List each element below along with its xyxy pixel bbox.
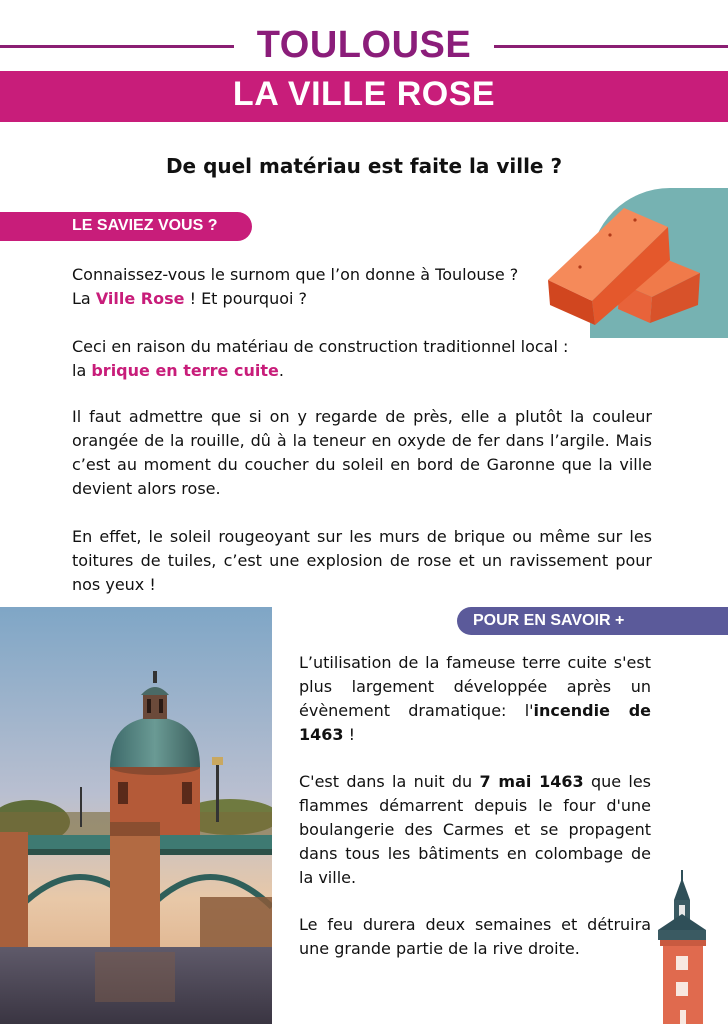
intro-line2-b: ! Et pourquoi ? bbox=[184, 289, 308, 308]
material-line1: Ceci en raison du matériau de construction traditionnel local : bbox=[72, 337, 569, 356]
fire-intro-a: L’utilisation de la fameuse terre cuite s'est plus largement développée après un évènement dramatique: l' bbox=[299, 653, 651, 720]
material-line2-a: la bbox=[72, 361, 92, 380]
page-subtitle: LA VILLE ROSE bbox=[232, 75, 496, 113]
material-paragraph bbox=[72, 335, 652, 383]
fire-date-bold: 7 mai 1463 bbox=[479, 772, 584, 791]
color-paragraph: Il faut admettre que si on y regarde de près, elle a plutôt la couleur orangée de la rouille, dû à la teneur en oxyde de fer dans l’argile. Mais c’est au moment du coucher du soleil en bord de Garonne que la ville devient alors rose. bbox=[72, 407, 652, 498]
intro-paragraph bbox=[72, 263, 652, 311]
ville-rose-highlight: Ville Rose bbox=[95, 289, 185, 308]
fire-date-paragraph bbox=[299, 770, 651, 890]
did-you-know-label: LE SAVIEZ VOUS ? bbox=[72, 217, 218, 234]
brique-highlight: brique en terre cuite bbox=[91, 361, 279, 380]
dome-bridge-photo bbox=[0, 607, 272, 1024]
page-title: TOULOUSE bbox=[256, 24, 472, 66]
did-you-know-badge bbox=[0, 212, 252, 241]
section-question: De quel matériau est faite la ville ? bbox=[165, 154, 563, 178]
fire-duration-paragraph: Le feu durera deux semaines et détruira une grande partie de la rive droite. bbox=[299, 915, 651, 958]
intro-line1: Connaissez-vous le surnom que l’on donne à Toulouse ? bbox=[72, 265, 519, 284]
fire-intro-bold: incendie de 1463 bbox=[299, 701, 651, 744]
learn-more-badge bbox=[457, 607, 728, 635]
sunset-paragraph: En effet, le soleil rougeoyant sur les murs de brique ou même sur les toitures de tuiles, c’est une explosion de rose et un ravissement pour nos yeux ! bbox=[72, 527, 652, 594]
fire-date-b: que les flammes démarrent depuis le four d'une boulangerie des Carmes et se propagent dans tous les bâtiments en colombage de la ville. bbox=[299, 772, 652, 887]
intro-line2-a: La bbox=[72, 289, 96, 308]
fire-intro-b: ! bbox=[343, 725, 356, 744]
learn-more-label: POUR EN SAVOIR + bbox=[473, 612, 625, 629]
material-line2-b: . bbox=[278, 361, 284, 380]
title-banner bbox=[0, 71, 728, 122]
tower-icon bbox=[648, 870, 718, 1024]
fire-date-a: C'est dans la nuit du bbox=[299, 772, 480, 791]
fire-intro-paragraph bbox=[299, 651, 651, 747]
